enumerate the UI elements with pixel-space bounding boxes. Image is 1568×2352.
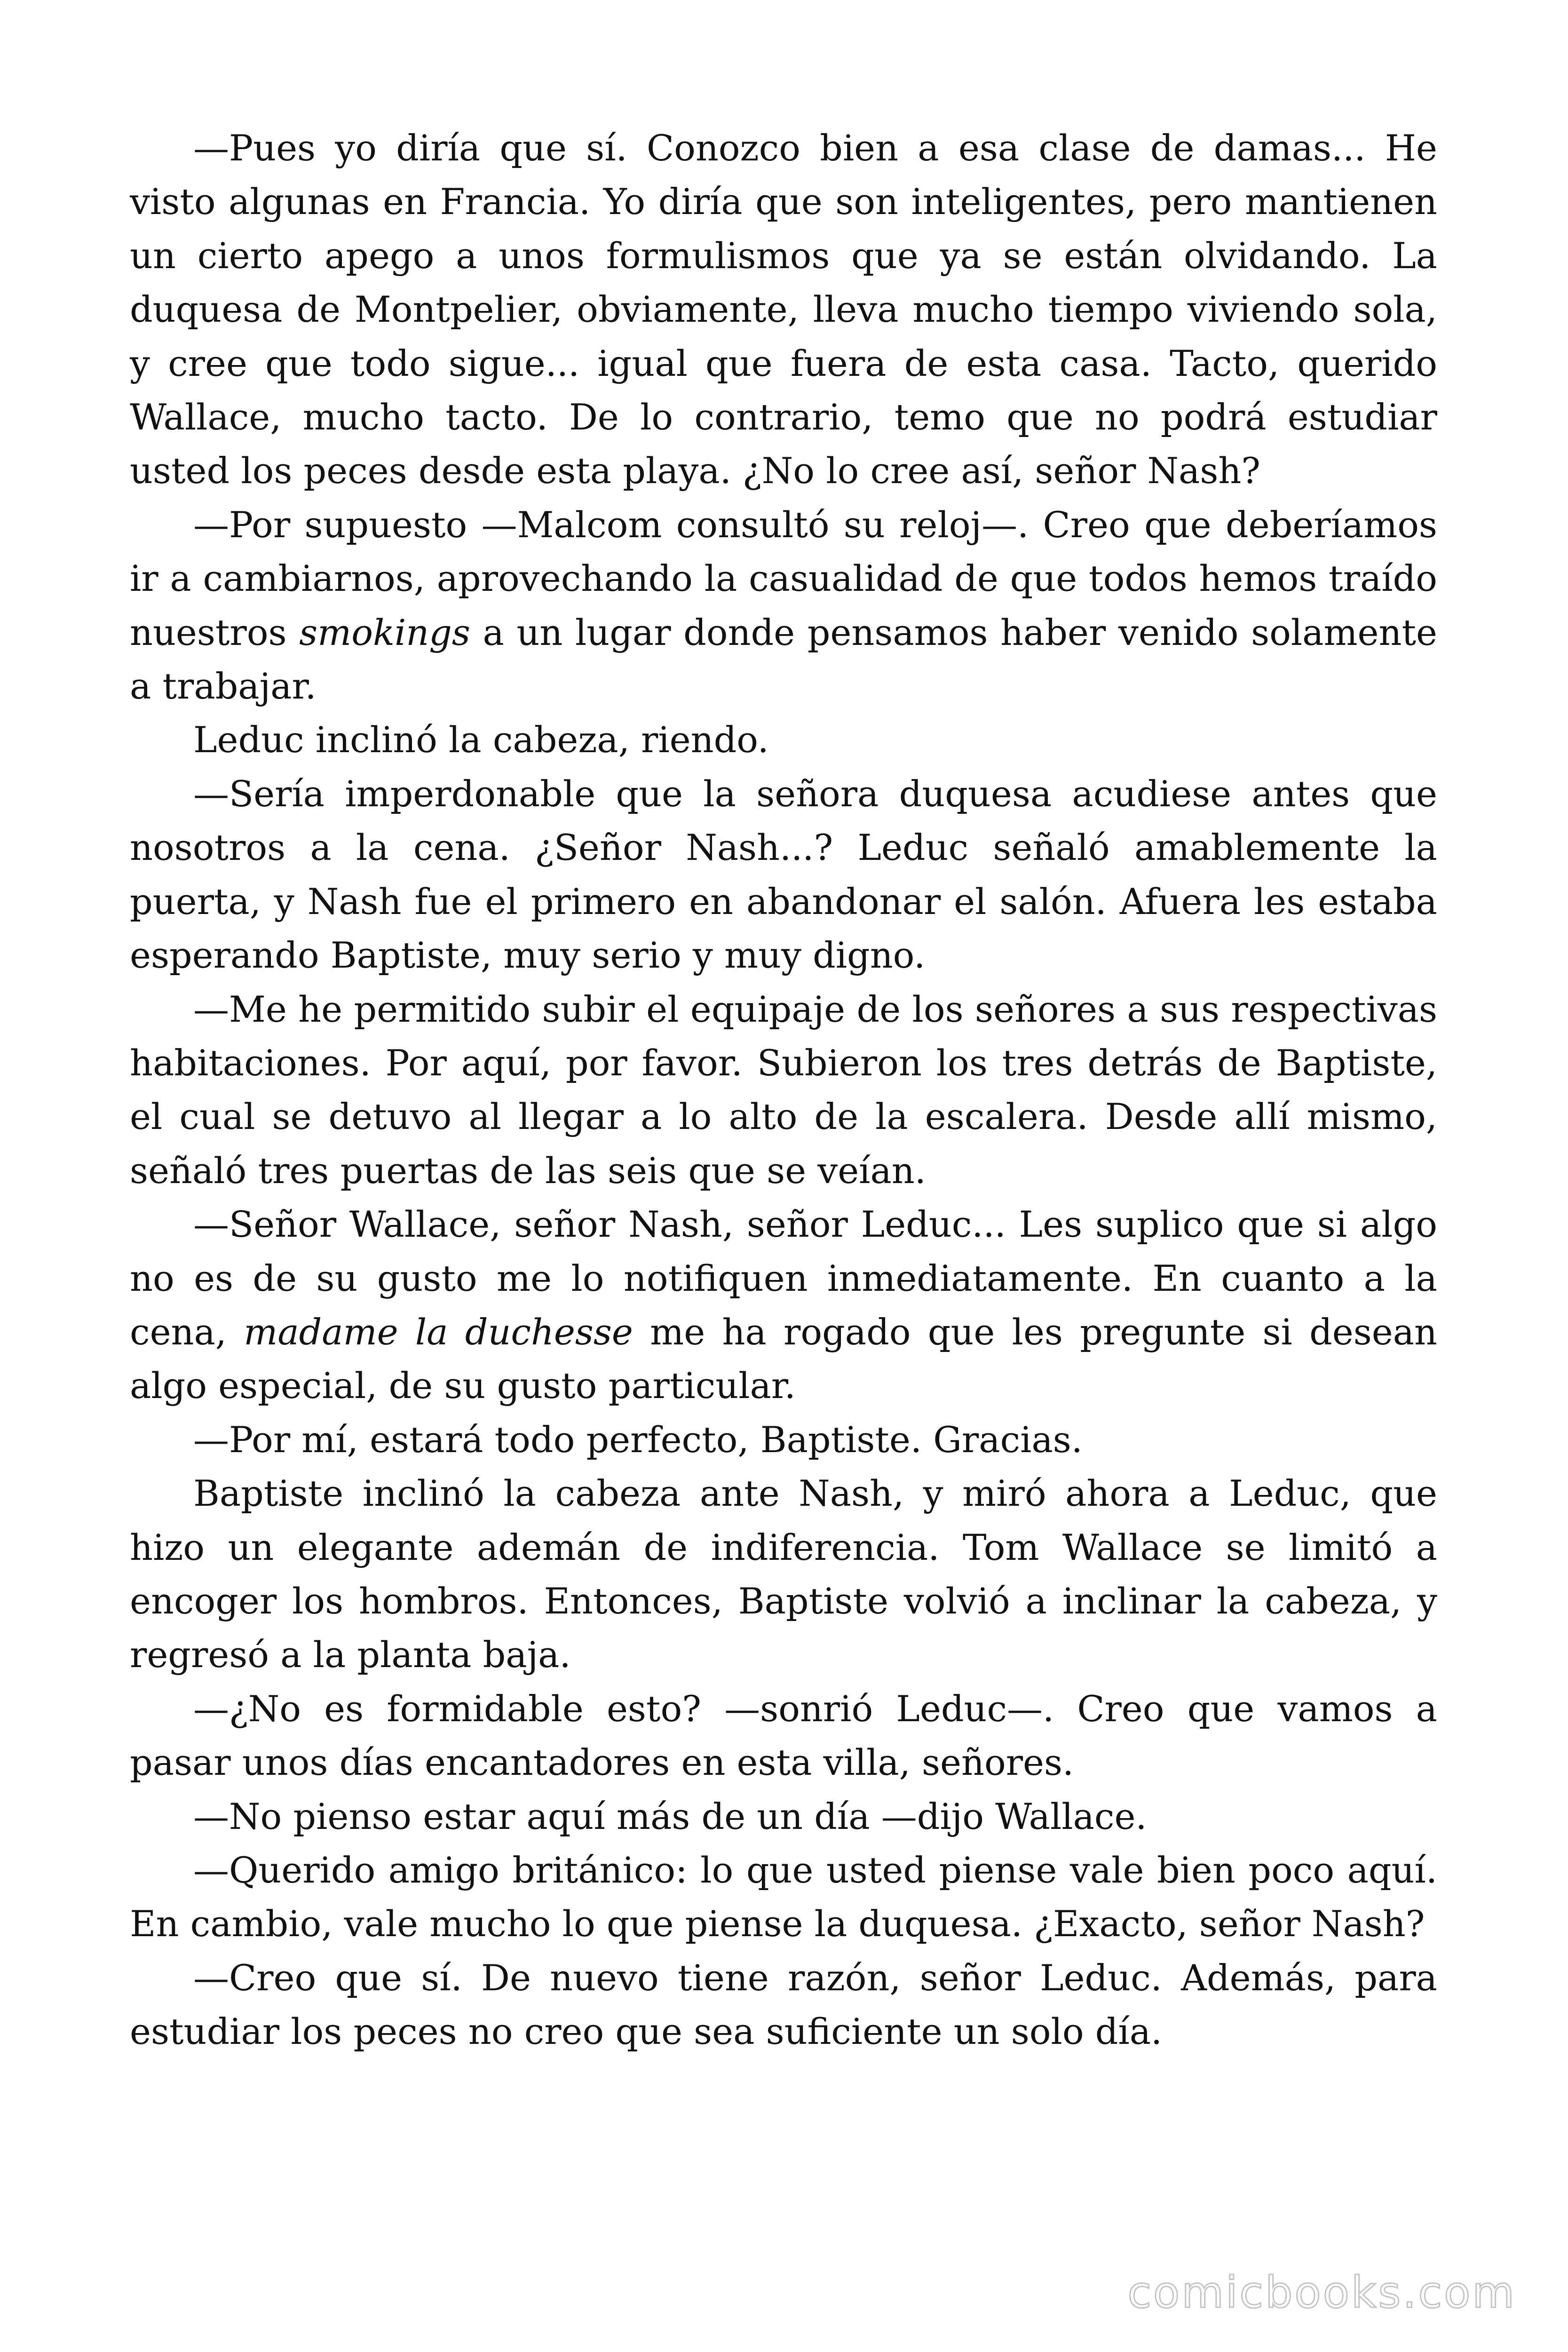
paragraph — [130, 1198, 1437, 1413]
paragraph-text: —¿No es formidable esto? —sonrió Leduc—. Creo que vamos a pasar unos días encantadores en esta villa, señores. — [130, 1687, 1437, 1784]
paragraph-text: —Por supuesto —Malcom consultó su reloj—. Creo que deberíamos ir a cambiarnos, aprovechando la casualidad de que todos hemos traído nuestros — [130, 503, 1437, 653]
paragraph — [130, 1843, 1437, 1951]
paragraph-text: Baptiste inclinó la cabeza ante Nash, y miró ahora a Leduc, que hizo un elegante ademán de indiferencia. Tom Wallace se limitó a encoger los hombros. Entonces, Baptiste volvió a inclinar la cabeza, y regresó a la planta baja. — [130, 1472, 1437, 1676]
paragraph — [130, 713, 1437, 767]
paragraph — [130, 1413, 1437, 1467]
paragraph — [130, 121, 1437, 498]
paragraph-text: —Pues yo diría que sí. Conozco bien a esa clase de damas... He visto algunas en Francia. Yo diría que son inteligentes, pero mantienen un cierto apego a unos formulismos que ya se están olvidando. La duquesa de Montpelier, obviamente, lleva mucho tiempo viviendo sola, y cree que todo sigue... igual que fuera de esta casa. Tacto, querido Wallace, mucho tacto. De lo contrario, temo que no podrá estudiar usted los peces desde esta playa. ¿No lo cree así, señor Nash? — [130, 127, 1437, 492]
paragraph-text: —Por mí, estará todo perfecto, Baptiste. Gracias. — [193, 1418, 1083, 1461]
paragraph-text: —Creo que sí. De nuevo tiene razón, señor Leduc. Además, para estudiar los peces no creo que sea suficiente un solo día. — [130, 1956, 1437, 2053]
paragraph — [130, 1682, 1437, 1790]
paragraph-text: Leduc inclinó la cabeza, riendo. — [193, 719, 769, 761]
paragraph — [130, 767, 1437, 983]
paragraph-text: —Me he permitido subir el equipaje de los señores a sus respectivas habitaciones. Por aquí, por favor. Subieron los tres detrás de Baptiste, el cual se detuvo al llegar a lo alto de la escalera. Desde allí mismo, señaló tres puertas de las seis que se veían. — [130, 988, 1437, 1192]
paragraph — [130, 1467, 1437, 1682]
paragraph — [130, 1951, 1437, 2059]
paragraph-text: me ha rogado que les pregunte si desean algo especial, de su gusto particular. — [130, 1311, 1437, 1407]
paragraph — [130, 983, 1437, 1198]
italic-text: smokings — [299, 611, 470, 653]
paragraph-text: —Querido amigo británico: lo que usted piense vale bien poco aquí. En cambio, vale mucho lo que piense la duquesa. ¿Exacto, señor Nash? — [130, 1849, 1437, 1945]
paragraph — [130, 1790, 1437, 1843]
paragraph-text: a un lugar donde pensamos haber venido solamente a trabajar. — [130, 611, 1437, 707]
paragraph — [130, 498, 1437, 714]
paragraph-text: —Sería imperdonable que la señora duquesa acudiese antes que nosotros a la cena. ¿Señor Nash...? Leduc señaló amablemente la puerta, y Nash fue el primero en abandonar el salón. Afuera les estaba esperando Baptiste, muy serio y muy digno. — [130, 772, 1437, 977]
body-text — [130, 121, 1437, 2059]
italic-text: madame la duchesse — [244, 1311, 633, 1353]
watermark: comicbooks.com — [1127, 2267, 1516, 2318]
paragraph-text: —No pienso estar aquí más de un día —dijo Wallace. — [193, 1795, 1147, 1837]
paragraph-text: —Señor Wallace, señor Nash, señor Leduc... Les suplico que si algo no es de su gusto me lo notifiquen inmediatamente. En cuanto a la cena, — [130, 1203, 1437, 1353]
